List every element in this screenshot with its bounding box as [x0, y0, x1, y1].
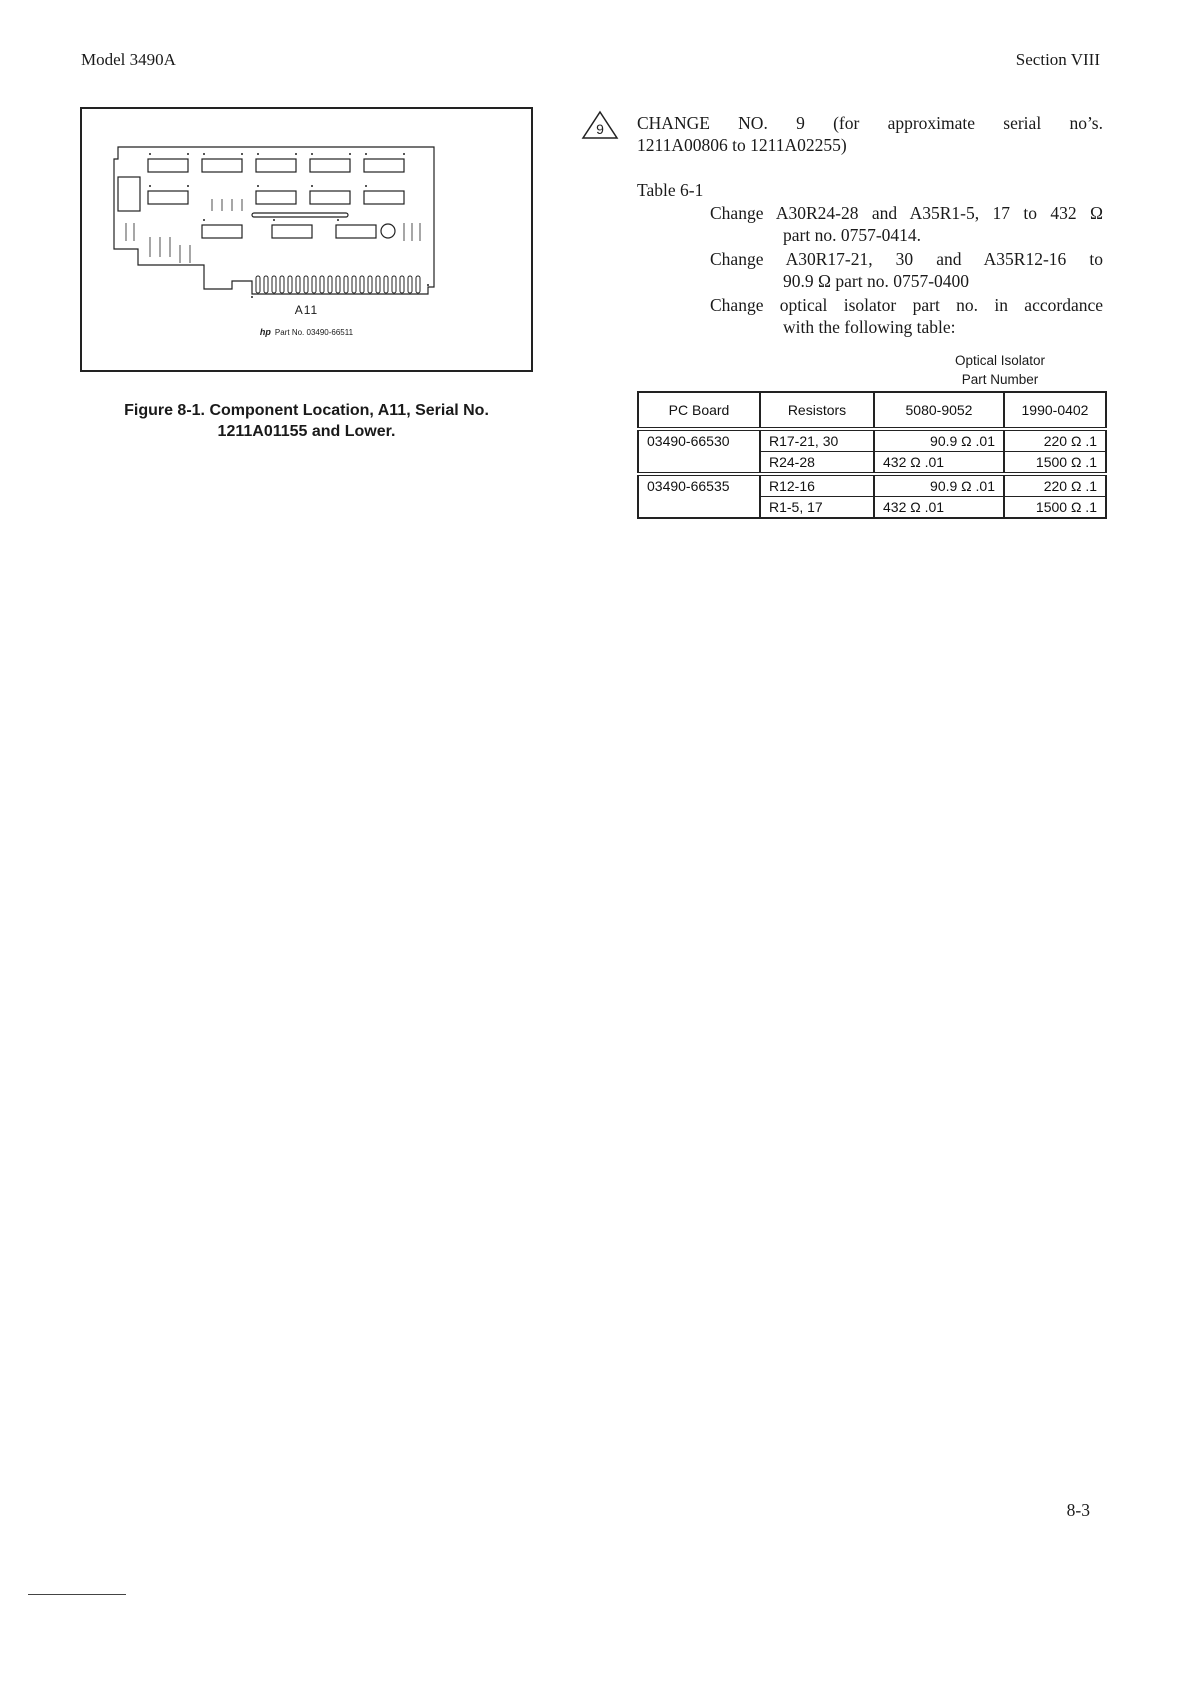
page-header-section: Section VIII	[1015, 50, 1100, 69]
ic-u6	[148, 191, 188, 204]
table-row	[638, 474, 1106, 497]
cell-1990-0402: 1500 Ω .1	[1004, 452, 1106, 475]
change-instruction	[710, 202, 1103, 246]
ic-u5	[364, 159, 404, 172]
change-badge-number: 9	[596, 121, 604, 137]
hp-logo: hp	[259, 327, 271, 337]
header-resistors: Resistors	[760, 392, 874, 429]
ic-u7	[256, 191, 296, 204]
instruction-line: Change A30R24-28 and A35R1-5, 17 to 432 Ω	[710, 203, 1103, 223]
cell-pc-board	[638, 452, 760, 475]
instruction-line: Change optical isolator part no. in accordance	[710, 295, 1103, 315]
table-header-row	[638, 392, 1106, 429]
instruction-line: Change A30R17-21, 30 and A35R12-16 to	[710, 249, 1103, 269]
ic-u3	[256, 159, 296, 172]
ic-u2	[202, 159, 242, 172]
table-row	[638, 429, 1106, 452]
table-caption-line1: Optical Isolator	[954, 353, 1046, 368]
ic-u10	[202, 225, 242, 238]
edge-connector	[256, 276, 420, 293]
isolator-u13	[381, 224, 395, 238]
change-heading	[637, 113, 1103, 134]
ic-u12	[336, 225, 376, 238]
header-5080-9052: 5080-9052	[874, 392, 1004, 429]
cell-resistors: R17-21, 30	[760, 429, 874, 452]
cell-5080-9052: 90.9 Ω .01	[874, 474, 1004, 497]
cell-5080-9052: 90.9 Ω .01	[874, 429, 1004, 452]
change-delta-icon	[581, 110, 619, 140]
cell-resistors: R12-16	[760, 474, 874, 497]
table-caption	[880, 351, 1120, 389]
change-instruction	[710, 294, 1103, 338]
header-pc-board: PC Board	[638, 392, 760, 429]
change-word: 9	[796, 113, 805, 133]
cell-5080-9052: 432 Ω .01	[874, 452, 1004, 475]
change-word: (for	[833, 113, 860, 133]
ic-u8	[310, 191, 350, 204]
board-part-number	[82, 327, 531, 337]
table-row	[638, 497, 1106, 519]
board-label: A11	[294, 303, 319, 317]
pcb-diagram	[110, 137, 510, 299]
figure-caption-line1: Figure 8-1. Component Location, A11, Serial No.	[124, 402, 489, 419]
header-1990-0402: 1990-0402	[1004, 392, 1106, 429]
change-word: approximate	[887, 113, 976, 133]
table-row	[638, 452, 1106, 475]
resistor-r4	[252, 213, 348, 217]
cell-5080-9052: 432 Ω .01	[874, 497, 1004, 519]
table-reference: Table 6-1	[637, 180, 704, 200]
change-word: no’s.	[1069, 113, 1103, 133]
instruction-line: part no. 0757-0414.	[783, 225, 922, 245]
cell-resistors: R24-28	[760, 452, 874, 475]
cell-pc-board	[638, 497, 760, 519]
page-number: 8-3	[1066, 1500, 1090, 1520]
ic-u9	[364, 191, 404, 204]
cell-1990-0402: 1500 Ω .1	[1004, 497, 1106, 519]
change-word: CHANGE	[637, 113, 710, 133]
part-number-text: Part No. 03490-66511	[274, 328, 354, 337]
cell-1990-0402: 220 Ω .1	[1004, 429, 1106, 452]
cell-pc-board: 03490-66535	[638, 474, 760, 497]
instruction-line: with the following table:	[783, 317, 956, 337]
figure-caption	[80, 400, 533, 442]
cell-pc-board: 03490-66530	[638, 429, 760, 452]
table-caption-line2: Part Number	[961, 372, 1039, 387]
ic-j1	[118, 177, 140, 211]
ic-u4	[310, 159, 350, 172]
ic-u1	[148, 159, 188, 172]
change-word: NO.	[738, 113, 768, 133]
page-header-model: Model 3490A	[81, 50, 176, 69]
optical-isolator-table	[637, 391, 1107, 519]
instruction-line: 90.9 Ω part no. 0757-0400	[783, 271, 970, 291]
ic-u11	[272, 225, 312, 238]
change-word: serial	[1003, 113, 1042, 133]
change-instruction	[710, 248, 1103, 292]
cell-resistors: R1-5, 17	[760, 497, 874, 519]
change-serial-range: 1211A00806 to 1211A02255)	[637, 135, 847, 155]
scan-artifact-line	[28, 1594, 126, 1595]
figure-caption-line2: 1211A01155 and Lower.	[217, 423, 396, 440]
figure-frame	[80, 107, 533, 372]
cell-1990-0402: 220 Ω .1	[1004, 474, 1106, 497]
